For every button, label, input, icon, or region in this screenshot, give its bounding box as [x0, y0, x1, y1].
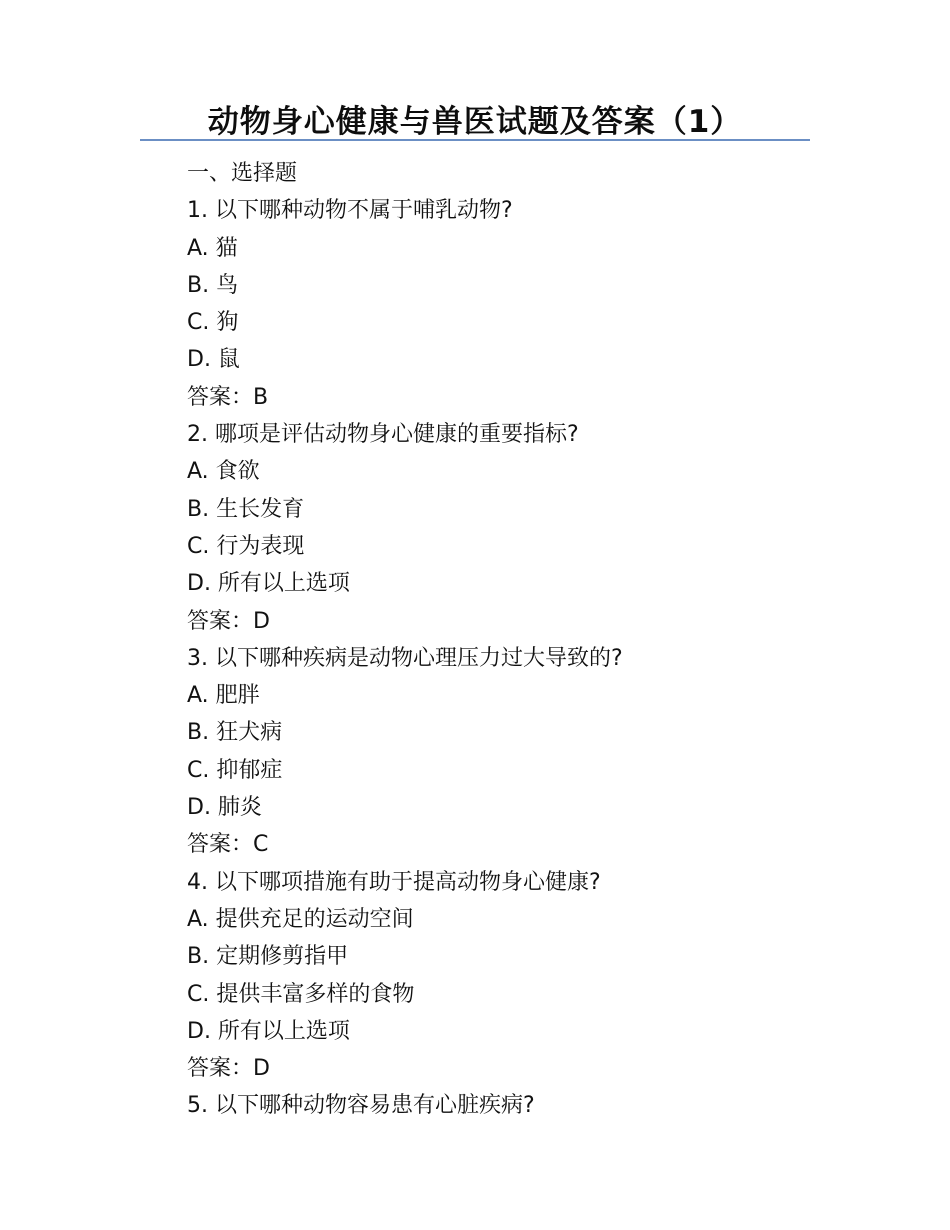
- option-a: A. 猫: [187, 235, 238, 261]
- option-a: A. 食欲: [187, 459, 260, 485]
- question-block-3: [187, 640, 827, 864]
- option-b: B. 狂犬病: [187, 720, 283, 746]
- question-text: 4. 以下哪项措施有助于提高动物身心健康?: [187, 869, 601, 895]
- option-d: D. 所有以上选项: [187, 571, 350, 597]
- option-d: D. 鼠: [187, 347, 240, 373]
- option-b: B. 定期修剪指甲: [187, 944, 349, 970]
- question-text: 2. 哪项是评估动物身心健康的重要指标?: [187, 422, 579, 448]
- question-text: 5. 以下哪种动物容易患有心脏疾病?: [187, 1093, 535, 1119]
- option-c: C. 提供丰富多样的食物: [187, 981, 415, 1007]
- option-d: D. 肺炎: [187, 795, 262, 821]
- option-c: C. 行为表现: [187, 533, 305, 559]
- option-a: A. 肥胖: [187, 683, 260, 709]
- answer-text: 答案：D: [187, 1056, 270, 1082]
- section-heading: 一、选择题: [187, 161, 298, 186]
- option-b: B. 生长发育: [187, 496, 305, 522]
- question-text: 1. 以下哪种动物不属于哺乳动物?: [187, 198, 513, 224]
- option-d: D. 所有以上选项: [187, 1018, 350, 1044]
- answer-text: 答案：C: [187, 832, 269, 858]
- answer-text: 答案：B: [187, 384, 269, 410]
- answer-text: 答案：D: [187, 608, 270, 634]
- document-body: [187, 155, 827, 1125]
- question-block-5: [187, 1087, 827, 1124]
- option-c: C. 狗: [187, 310, 239, 336]
- question-block-4: [187, 864, 827, 1088]
- document-title: 动物身心健康与兽医试题及答案（1）: [207, 104, 743, 140]
- option-b: B. 鸟: [187, 272, 239, 298]
- question-text: 3. 以下哪种疾病是动物心理压力过大导致的?: [187, 645, 623, 671]
- question-block-2: [187, 416, 827, 640]
- option-c: C. 抑郁症: [187, 757, 283, 783]
- title-underline: [140, 139, 810, 141]
- question-block-1: [187, 192, 827, 416]
- option-a: A. 提供充足的运动空间: [187, 906, 414, 932]
